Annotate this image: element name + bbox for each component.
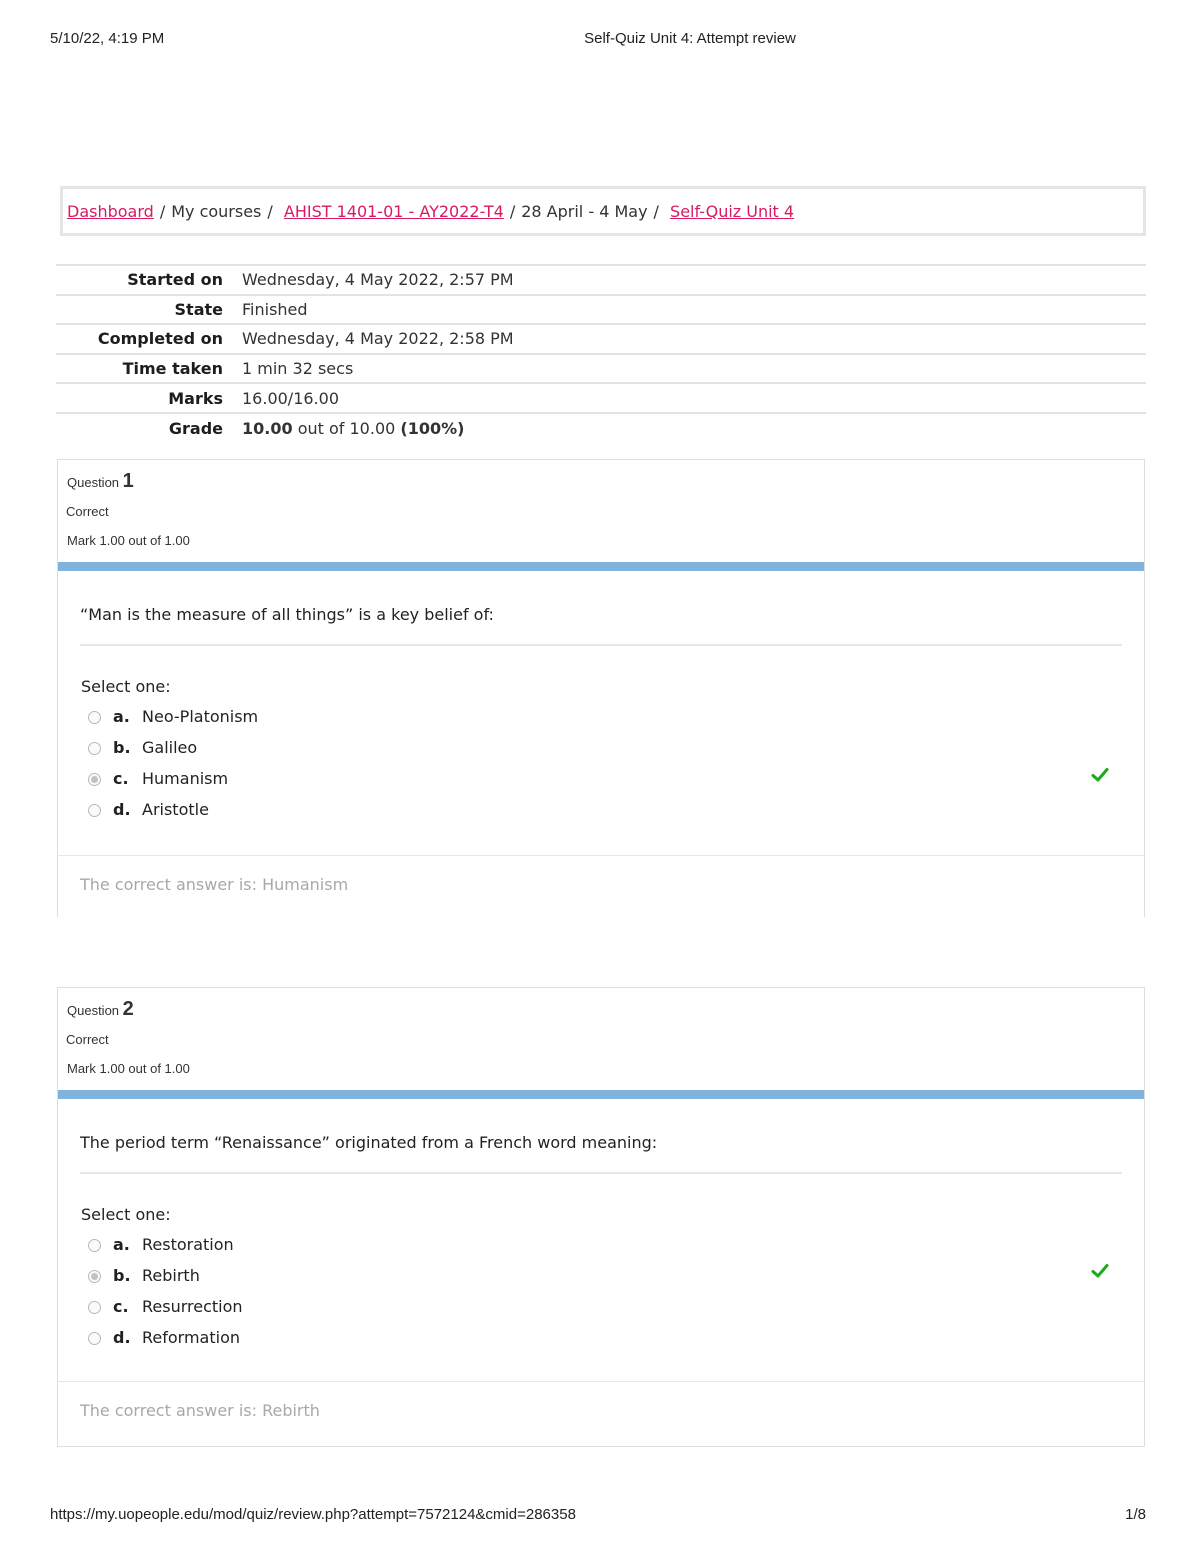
answer-option-selected[interactable] <box>88 1266 1118 1297</box>
option-letter: c. <box>113 1297 129 1316</box>
question-number <box>67 470 134 493</box>
correct-answer-text: The correct answer is: Humanism <box>80 875 349 894</box>
print-page-number: 1/8 <box>1125 1506 1146 1523</box>
option-letter: a. <box>113 1235 130 1254</box>
breadcrumb-separator: / <box>653 202 659 221</box>
answer-option[interactable] <box>88 1297 1118 1328</box>
print-date: 5/10/22, 4:19 PM <box>50 30 165 47</box>
correct-answer-text: The correct answer is: Rebirth <box>80 1401 320 1420</box>
option-text: Neo-Platonism <box>142 707 259 726</box>
summary-label: Started on <box>127 270 223 290</box>
question-2 <box>57 987 1145 1447</box>
breadcrumb <box>60 186 1146 236</box>
question-text: “Man is the measure of all things” is a key belief of: <box>80 605 494 624</box>
summary-value: 16.00/16.00 <box>242 388 339 408</box>
radio-button[interactable] <box>88 804 101 817</box>
check-icon <box>1091 766 1109 784</box>
question-info <box>58 988 1144 1090</box>
check-icon <box>1091 1262 1109 1280</box>
answer-option[interactable] <box>88 1328 1118 1359</box>
radio-button[interactable] <box>88 742 101 755</box>
answer-option[interactable] <box>88 707 1118 738</box>
answer-option-selected[interactable] <box>88 769 1118 800</box>
answer-options <box>88 707 1118 831</box>
breadcrumb-my-courses: My courses <box>171 202 262 221</box>
attempt-summary-table <box>56 264 1146 443</box>
grade-out-of: out of 10.00 <box>292 418 401 438</box>
question-info <box>58 460 1144 562</box>
option-text: Rebirth <box>142 1266 200 1285</box>
question-number-value: 2 <box>122 998 134 1020</box>
answer-option[interactable] <box>88 738 1118 769</box>
radio-button[interactable] <box>88 1332 101 1345</box>
option-text: Humanism <box>142 769 229 788</box>
summary-label: State <box>174 299 223 319</box>
summary-label: Completed on <box>97 329 223 349</box>
radio-button-selected[interactable] <box>88 773 101 786</box>
option-text: Galileo <box>142 738 198 757</box>
summary-value <box>241 413 1146 443</box>
select-one-prompt: Select one: <box>81 1205 171 1224</box>
grade-score: 10.00 <box>242 418 293 438</box>
option-text: Reformation <box>142 1328 240 1347</box>
breadcrumb-separator: / <box>509 202 516 221</box>
option-text: Aristotle <box>142 800 209 819</box>
breadcrumb-separator: / <box>159 202 166 221</box>
print-url: https://my.uopeople.edu/mod/quiz/review.php?attempt=7572124&cmid=286358 <box>50 1506 576 1523</box>
question-state: Correct <box>66 1032 109 1047</box>
select-one-prompt: Select one: <box>81 677 171 696</box>
summary-label: Time taken <box>122 359 223 379</box>
summary-value: Finished <box>242 299 308 319</box>
print-title: Self-Quiz Unit 4: Attempt review <box>584 30 796 47</box>
breadcrumb-separator: / <box>267 202 273 221</box>
radio-button-selected[interactable] <box>88 1270 101 1283</box>
answer-option[interactable] <box>88 800 1118 831</box>
summary-row-state <box>56 295 1146 325</box>
option-letter: c. <box>113 769 129 788</box>
summary-label: Grade <box>168 418 223 438</box>
breadcrumb-course-link[interactable]: AHIST 1401-01 - AY2022-T4 <box>283 202 504 221</box>
radio-button[interactable] <box>88 711 101 724</box>
breadcrumb-dashboard-link[interactable]: Dashboard <box>67 202 154 221</box>
summary-row-started <box>56 265 1146 295</box>
question-1 <box>57 459 1145 917</box>
option-letter: a. <box>113 707 130 726</box>
question-text: The period term “Renaissance” originated from a French word meaning: <box>80 1133 658 1152</box>
summary-row-grade <box>56 413 1146 443</box>
option-text: Restoration <box>142 1235 234 1254</box>
breadcrumb-quiz-link[interactable]: Self-Quiz Unit 4 <box>670 202 795 221</box>
question-number <box>67 998 134 1021</box>
question-separator <box>80 1172 1122 1174</box>
grade-percent: (100%) <box>400 418 465 438</box>
question-divider-bar <box>58 562 1144 571</box>
option-letter: d. <box>113 800 131 819</box>
summary-row-marks <box>56 383 1146 413</box>
question-feedback <box>58 855 1144 920</box>
option-letter: b. <box>113 738 131 757</box>
question-divider-bar <box>58 1090 1144 1099</box>
summary-value: Wednesday, 4 May 2022, 2:57 PM <box>242 270 514 290</box>
answer-options <box>88 1235 1118 1359</box>
radio-button[interactable] <box>88 1239 101 1252</box>
option-text: Resurrection <box>142 1297 243 1316</box>
question-separator <box>80 644 1122 646</box>
summary-row-time-taken <box>56 354 1146 384</box>
summary-value: 1 min 32 secs <box>242 359 354 379</box>
question-label: Question <box>67 475 120 490</box>
summary-value: Wednesday, 4 May 2022, 2:58 PM <box>242 329 514 349</box>
question-mark: Mark 1.00 out of 1.00 <box>67 533 190 548</box>
summary-row-completed <box>56 324 1146 354</box>
question-feedback <box>58 1381 1144 1446</box>
question-mark: Mark 1.00 out of 1.00 <box>67 1061 190 1076</box>
question-number-value: 1 <box>122 470 134 492</box>
breadcrumb-week: 28 April - 4 May <box>521 202 648 221</box>
question-label: Question <box>67 1003 120 1018</box>
summary-label: Marks <box>168 388 223 408</box>
option-letter: d. <box>113 1328 131 1347</box>
option-letter: b. <box>113 1266 131 1285</box>
radio-button[interactable] <box>88 1301 101 1314</box>
question-state: Correct <box>66 504 109 519</box>
answer-option[interactable] <box>88 1235 1118 1266</box>
